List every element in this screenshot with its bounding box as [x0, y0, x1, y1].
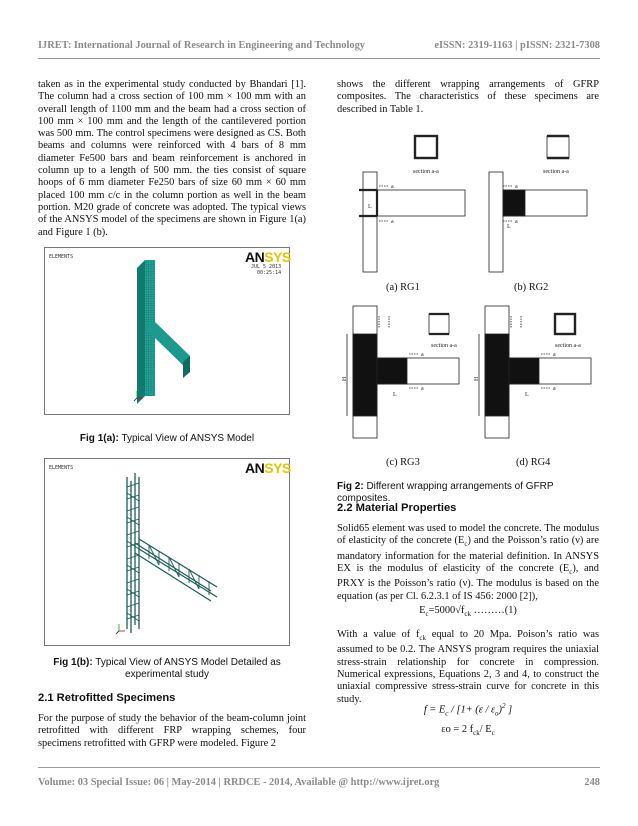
svg-text:a: a — [391, 184, 394, 190]
footer-rule — [38, 767, 600, 768]
svg-text:L: L — [507, 224, 511, 230]
svg-text:L: L — [525, 392, 529, 398]
svg-text:a: a — [515, 219, 518, 225]
issn: eISSN: 2319-1163 | pISSN: 2321-7308 — [434, 40, 600, 51]
right-paragraph-2: Solid65 element was used to model the concrete. The modulus of elasticity of the concrete $(E_c)$ and the Poisson’s ratio (ν) are mandatory information for the material definition. In ANSYS EX is the modulus of elasticity of the concrete $(E_c)$, and PRXY is the Poisson’s ratio (ν). The modulus is based on the equation (as per Cl. 6.2.3.1 of IS 456: 2000 [2]), — [337, 523, 599, 602]
section-2-1-heading: 2.1 Retrofitted Specimens — [38, 692, 176, 704]
elements-tag: ELEMENTS — [49, 465, 74, 471]
right-paragraph-3: With a value of $f_{ck}$ equal to 20 Mpa. Poison’s ratio was assumed to be 0.2. The ANSYS program requires the uniaxial stress-strain relationship for concrete in compression. Numerical expressions, Equations 2, 3 and 4, to construct the uniaxial compressive stress-strain curve for concrete in this study. — [337, 629, 599, 705]
figure-1a-caption: Fig 1(a): Typical View of ANSYS Model — [79, 433, 255, 444]
svg-text:section a-a: section a-a — [431, 343, 457, 349]
svg-text:a: a — [391, 219, 394, 225]
figure-1b-caption: Fig 1(b): Typical View of ANSYS Model Detailed as experimental study — [53, 657, 281, 680]
page-number: 248 — [584, 777, 600, 788]
svg-text:a: a — [553, 352, 556, 358]
svg-text:a: a — [553, 386, 556, 392]
figure-2-wrapping-diagrams — [337, 128, 599, 468]
svg-text:L: L — [393, 392, 397, 398]
svg-text:H: H — [342, 376, 348, 381]
svg-text:H: H — [474, 376, 480, 381]
rg4-diagram — [474, 306, 591, 438]
rg2-diagram — [489, 136, 587, 272]
ansys-reinforcement-model — [45, 459, 289, 645]
header-rule — [38, 58, 600, 59]
rg3-diagram — [342, 306, 459, 438]
svg-text:a: a — [421, 386, 424, 392]
running-footer — [38, 777, 600, 788]
figure-2-caption: Fig 2: Different wrapping arrangements of GFRP composites. — [337, 481, 554, 504]
journal-title: IJRET: International Journal of Research in Engineering and Technology — [38, 40, 365, 51]
equation-1: $E_c=5000√f_{ck}$ ………(1) — [419, 605, 517, 619]
elements-tag: ELEMENTS — [49, 254, 74, 260]
label-rg4: (d) RG4 — [516, 457, 551, 468]
svg-text:section a-a: section a-a — [543, 169, 569, 175]
footer-volume-info: Volume: 03 Special Issue: 06 | May-2014 | RRDCE - 2014, Available @ http://www.ijret.org — [38, 777, 440, 788]
svg-text:L: L — [368, 204, 372, 210]
svg-text:section a-a: section a-a — [555, 343, 581, 349]
equation-2: $f = E_c / [1+ (\varepsilon / \varepsilon_o)^2$ ] — [423, 702, 513, 718]
label-rg2: (b) RG2 — [514, 282, 549, 293]
svg-text:section a-a: section a-a — [413, 169, 439, 175]
left-paragraph-2: For the purpose of study the behavior of the beam-column joint retrofitted with different FRP wrapping schemes, four specimens retrofitted with GFRP were modeled. Figure 2 — [38, 713, 306, 749]
rg1-diagram — [359, 136, 465, 272]
svg-text:a: a — [515, 184, 518, 190]
svg-text:a: a — [421, 352, 424, 358]
label-rg1: (a) RG1 — [386, 282, 420, 293]
figure-1a — [44, 247, 290, 415]
equation-3: εo = 2 $f_{ck}/$ $E_c$ — [441, 724, 495, 738]
ansys-logo: ANSYS — [245, 460, 291, 476]
ansys-timestamp: JUL 5 2013 00:25:14 — [251, 264, 282, 276]
right-paragraph-1: shows the different wrapping arrangements of GFRP composites. The characteristics of these specimens are described in Table 1. — [337, 79, 599, 115]
ansys-mesh-model — [45, 248, 289, 414]
left-paragraph-1: taken as in the experimental study conducted by Bhandari [1]. The column had a cross section of 100 mm × 100 mm with an overall length of 1100 mm and the beam had a cross section of 100 mm × 100 mm and the length of the cantilevered portion was 500 mm. The control specimens were designed as CS. Both beams and columns were reinforced with 4 bars of 8 mm diameter Fe500 bars and beam reinforcement is anchored in column up to a length of 500 mm. the ties consist of square hoops of 6 mm diameter Fe250 bars of size 60 mm × 60 mm placed 100 mm c/c in the column portion as well in the beam portion. M20 grade of concrete was adopted. The typical views of the ANSYS model of the specimens are shown in Figure 1(a) and Figure 1 (b). — [38, 79, 306, 238]
label-rg3: (c) RG3 — [386, 457, 420, 468]
section-2-2-heading: 2.2 Material Properties — [337, 502, 457, 514]
figure-1b — [44, 458, 290, 646]
running-header — [38, 40, 600, 51]
ansys-logo: ANSYS — [245, 249, 291, 265]
